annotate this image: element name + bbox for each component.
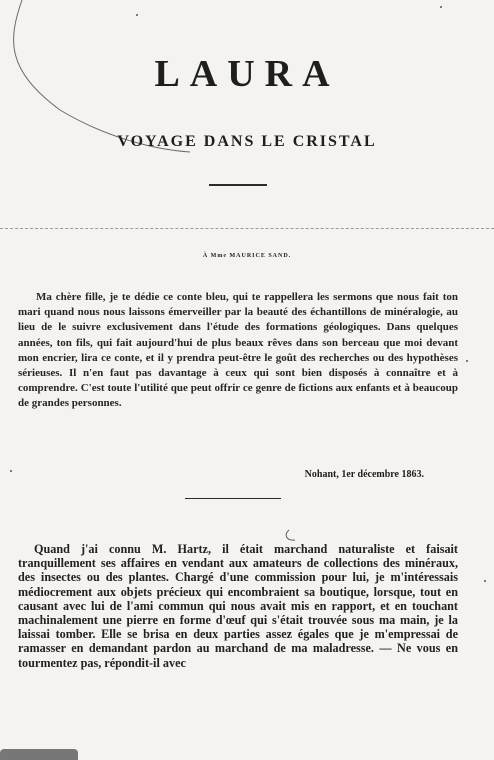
story-paragraph: Quand j'ai connu M. Hartz, il était marchand naturaliste et faisait tranquillement ses affaires en vendant aux amateurs de collections des minéraux, des insectes ou des plantes. Chargé d'une commission pour lui, je m'intéressais médiocrement aux objets précieux qui encombraient sa boutique, lorsque, tout en causant avec lui de l'ami commun qui nous avait mis en rapport, et en touchant machinalement une pierre en forme d'œuf qui s'était trouvée sous ma main, je la laissai tomber. Elle se brisa en deux parties assez égales que je m'empressai de ramasser en demandant pardon au marchand de ma maladresse. — Ne vous en tourmentez pas, répondit-il avec — [18, 542, 458, 670]
preface-paragraph: Ma chère fille, je te dédie ce conte bleu, qui te rappellera les sermons que nous fait ton mari quand nous nous laissons émerveiller par la beauté des échantillons de minéralogie, au lieu de le suivre exclusivement dans l'étude des formations géologiques. Dans quelques années, ton fils, qui fait aujourd'hui de plus beaux rêves dans son berceau que moi devant mon encrier, lira ce conte, et il y prendra peut-être le goût des recherches ou des hypothèses sérieuses. Il n'en faut pas davantage à ceux qui sont bien disposés à connaître et à comprendre. C'est toute l'utilité que peut offrir ce genre de fictions aux enfants et à beaucoup de grandes personnes. — [18, 291, 458, 410]
book-subtitle: VOYAGE DANS LE CRISTAL — [117, 133, 377, 150]
chapter-divider — [185, 498, 281, 499]
title-divider — [209, 184, 267, 186]
dedication-line: À Mme MAURICE SAND. — [202, 253, 292, 259]
scan-speck — [10, 470, 12, 472]
story-body — [18, 542, 458, 670]
scan-speck — [440, 6, 442, 8]
scan-speck — [466, 360, 468, 362]
preface-signature: Nohant, 1er décembre 1863. — [304, 469, 424, 480]
scan-speck — [484, 580, 486, 582]
book-title: LAURA — [154, 53, 340, 95]
dedication-letter — [18, 290, 458, 412]
scan-speck — [136, 14, 138, 16]
section-divider-dotted — [0, 228, 494, 229]
scan-corner-tab — [0, 749, 78, 760]
